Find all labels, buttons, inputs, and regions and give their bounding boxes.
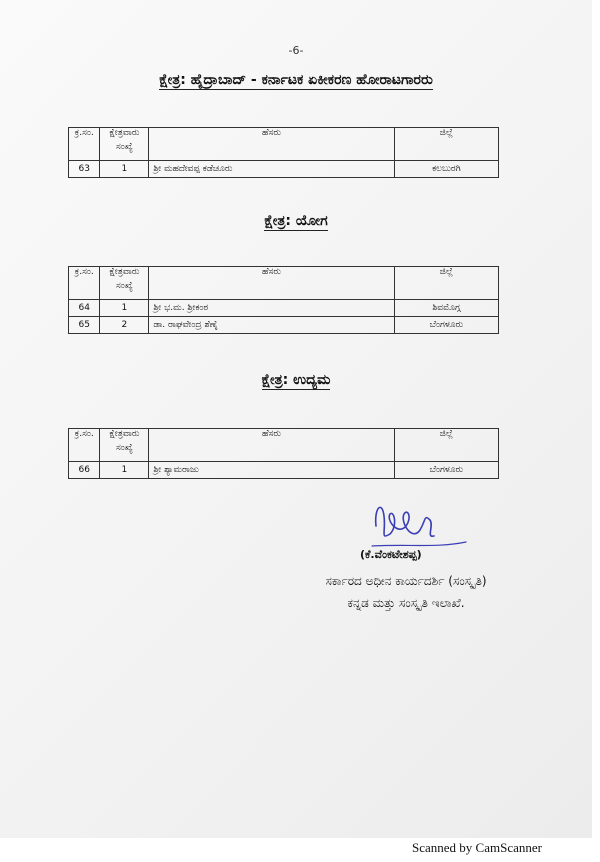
- cell-sno: 66: [69, 462, 100, 479]
- header-district: ಜಿಲ್ಲೆ: [394, 429, 498, 462]
- section-heading-industry: ಕ್ಷೇತ್ರ: ಉದ್ಯಮ: [261, 372, 331, 388]
- designation-line-2: ಕನ್ನಡ ಮತ್ತು ಸಂಸ್ಕೃತಿ ಇಲಾಖೆ.: [347, 596, 465, 610]
- table-row: [69, 317, 499, 334]
- cell-field-sno: 2: [100, 317, 149, 334]
- cell-district: ಬೆಂಗಳೂರು: [394, 462, 498, 479]
- section-heading-yoga: ಕ್ಷೇತ್ರ: ಯೋಗ: [264, 213, 328, 229]
- cell-sno: 63: [69, 161, 100, 178]
- table-header-row: [69, 429, 499, 462]
- signatory-designation: [300, 570, 512, 614]
- cell-district: ಬೆಂಗಳೂರು: [394, 317, 498, 334]
- table-header-row: [69, 267, 499, 300]
- table-row: [69, 462, 499, 479]
- handwritten-signature: [368, 496, 468, 554]
- cell-sno: 64: [69, 300, 100, 317]
- header-district: ಜಿಲ್ಲೆ: [394, 128, 498, 161]
- header-field-sno: ಕ್ಷೇತ್ರವಾರು ಸಂಖ್ಯೆ: [100, 128, 149, 161]
- header-name: ಹೆಸರು: [149, 267, 394, 300]
- header-name: ಹೆಸರು: [149, 429, 394, 462]
- page-number: -6-: [288, 44, 304, 57]
- header-sno: ಕ್ರ.ಸಂ.: [69, 267, 100, 300]
- designation-line-1: ಸರ್ಕಾರದ ಅಧೀನ ಕಾರ್ಯದರ್ಶಿ (ಸಂಸ್ಕೃತಿ): [325, 574, 487, 588]
- cell-field-sno: 1: [100, 462, 149, 479]
- section-heading-hyderabad-karnataka: ಕ್ಷೇತ್ರ: ಹೈದ್ರಾಬಾದ್ - ಕರ್ನಾಟಕ ಏಕೀಕರಣ ಹೋರಾಟಗಾರರು: [159, 72, 433, 88]
- header-sno: ಕ್ರ.ಸಂ.: [69, 429, 100, 462]
- cell-field-sno: 1: [100, 300, 149, 317]
- table-row: [69, 161, 499, 178]
- cell-district: ಕಲಬುರಗಿ: [394, 161, 498, 178]
- cell-name: ಶ್ರೀ ಶ್ಯಾಮರಾಜು: [149, 462, 394, 479]
- cell-field-sno: 1: [100, 161, 149, 178]
- table-industry: [68, 428, 499, 479]
- header-sno: ಕ್ರ.ಸಂ.: [69, 128, 100, 161]
- header-name: ಹೆಸರು: [149, 128, 394, 161]
- signatory-name: (ಕೆ.ವೆಂಕಟೇಶಪ್ಪ): [360, 548, 422, 561]
- header-district: ಜಿಲ್ಲೆ: [394, 267, 498, 300]
- camscanner-watermark: Scanned by CamScanner: [412, 840, 542, 855]
- header-field-sno: ಕ್ಷೇತ್ರವಾರು ಸಂಖ್ಯೆ: [100, 429, 149, 462]
- table-row: [69, 300, 499, 317]
- cell-district: ಶಿವಮೊಗ್ಗ: [394, 300, 498, 317]
- cell-sno: 65: [69, 317, 100, 334]
- table-yoga: [68, 266, 499, 334]
- cell-name: ಡಾ. ರಾಘವೇಂದ್ರ ಶೆಣೈ: [149, 317, 394, 334]
- table-hyderabad-karnataka: [68, 127, 499, 178]
- cell-name: ಶ್ರೀ ಭ.ಮ. ಶ್ರೀಕಂಠ: [149, 300, 394, 317]
- cell-name: ಶ್ರೀ ಮಹದೇವಪ್ಪ ಕಡೆಚೂರು: [149, 161, 394, 178]
- header-field-sno: ಕ್ಷೇತ್ರವಾರು ಸಂಖ್ಯೆ: [100, 267, 149, 300]
- table-header-row: [69, 128, 499, 161]
